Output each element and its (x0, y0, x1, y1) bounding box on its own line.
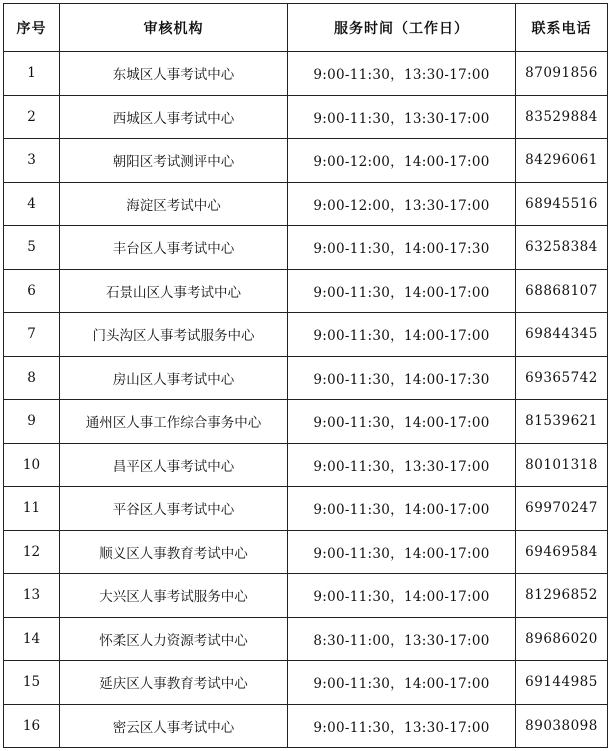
cell-no: 10 (4, 443, 60, 487)
cell-org: 西城区人事考试中心 (60, 95, 288, 139)
header-org: 审核机构 (60, 4, 288, 52)
cell-time: 9:00-11:30，13:30-17:00 (288, 704, 516, 748)
cell-org: 通州区人事工作综合事务中心 (60, 400, 288, 444)
cell-org: 石景山区人事考试中心 (60, 269, 288, 313)
table-body (4, 52, 608, 748)
cell-org: 平谷区人事考试中心 (60, 487, 288, 531)
cell-no: 7 (4, 313, 60, 357)
cell-phone: 63258384 (516, 226, 608, 270)
cell-phone: 69144985 (516, 661, 608, 705)
table-row (4, 52, 608, 96)
cell-no: 12 (4, 530, 60, 574)
cell-time: 9:00-11:30，14:00-17:30 (288, 226, 516, 270)
cell-phone: 83529884 (516, 95, 608, 139)
cell-org: 昌平区人事考试中心 (60, 443, 288, 487)
cell-time: 9:00-11:30，14:00-17:00 (288, 487, 516, 531)
cell-phone: 69469584 (516, 530, 608, 574)
cell-time: 8:30-11:00，13:30-17:00 (288, 617, 516, 661)
cell-time: 9:00-12:00，14:00-17:00 (288, 139, 516, 183)
cell-phone: 84296061 (516, 139, 608, 183)
cell-org: 顺义区人事教育考试中心 (60, 530, 288, 574)
cell-no: 14 (4, 617, 60, 661)
cell-no: 4 (4, 182, 60, 226)
table-row (4, 661, 608, 705)
table-row (4, 617, 608, 661)
cell-no: 5 (4, 226, 60, 270)
table-row (4, 226, 608, 270)
cell-phone: 80101318 (516, 443, 608, 487)
cell-org: 东城区人事考试中心 (60, 52, 288, 96)
cell-org: 朝阳区考试测评中心 (60, 139, 288, 183)
cell-phone: 81539621 (516, 400, 608, 444)
table-header-row (4, 4, 608, 52)
header-time: 服务时间（工作日） (288, 4, 516, 52)
cell-org: 密云区人事考试中心 (60, 704, 288, 748)
cell-org: 大兴区人事考试服务中心 (60, 574, 288, 618)
cell-no: 15 (4, 661, 60, 705)
cell-phone: 89686020 (516, 617, 608, 661)
cell-time: 9:00-11:30，13:30-17:00 (288, 443, 516, 487)
cell-no: 1 (4, 52, 60, 96)
cell-time: 9:00-11:30，14:00-17:00 (288, 400, 516, 444)
cell-time: 9:00-11:30，13:30-17:00 (288, 95, 516, 139)
cell-phone: 69970247 (516, 487, 608, 531)
table-row (4, 400, 608, 444)
cell-org: 丰台区人事考试中心 (60, 226, 288, 270)
review-institution-table (3, 3, 608, 748)
cell-time: 9:00-11:30，14:00-17:00 (288, 661, 516, 705)
cell-org: 门头沟区人事考试服务中心 (60, 313, 288, 357)
table-row (4, 487, 608, 531)
cell-no: 8 (4, 356, 60, 400)
cell-org: 海淀区考试中心 (60, 182, 288, 226)
cell-phone: 68945516 (516, 182, 608, 226)
table-row (4, 574, 608, 618)
table-row (4, 443, 608, 487)
cell-phone: 69365742 (516, 356, 608, 400)
cell-time: 9:00-11:30，13:30-17:00 (288, 52, 516, 96)
table-row (4, 313, 608, 357)
header-no: 序号 (4, 4, 60, 52)
table-row (4, 139, 608, 183)
cell-no: 13 (4, 574, 60, 618)
cell-no: 11 (4, 487, 60, 531)
cell-phone: 81296852 (516, 574, 608, 618)
table-row (4, 182, 608, 226)
cell-no: 16 (4, 704, 60, 748)
table-row (4, 95, 608, 139)
cell-time: 9:00-11:30，14:00-17:00 (288, 574, 516, 618)
cell-no: 6 (4, 269, 60, 313)
cell-no: 9 (4, 400, 60, 444)
cell-no: 2 (4, 95, 60, 139)
cell-no: 3 (4, 139, 60, 183)
cell-time: 9:00-11:30，14:00-17:00 (288, 313, 516, 357)
cell-phone: 87091856 (516, 52, 608, 96)
cell-time: 9:00-11:30，14:00-17:00 (288, 530, 516, 574)
cell-phone: 89038098 (516, 704, 608, 748)
table-row (4, 356, 608, 400)
cell-org: 房山区人事考试中心 (60, 356, 288, 400)
header-phone: 联系电话 (516, 4, 608, 52)
cell-time: 9:00-11:30，14:00-17:30 (288, 356, 516, 400)
cell-time: 9:00-11:30，14:00-17:00 (288, 269, 516, 313)
cell-phone: 68868107 (516, 269, 608, 313)
cell-phone: 69844345 (516, 313, 608, 357)
cell-org: 延庆区人事教育考试中心 (60, 661, 288, 705)
cell-org: 怀柔区人力资源考试中心 (60, 617, 288, 661)
table-row (4, 704, 608, 748)
table-row (4, 269, 608, 313)
table-row (4, 530, 608, 574)
cell-time: 9:00-12:00，13:30-17:00 (288, 182, 516, 226)
